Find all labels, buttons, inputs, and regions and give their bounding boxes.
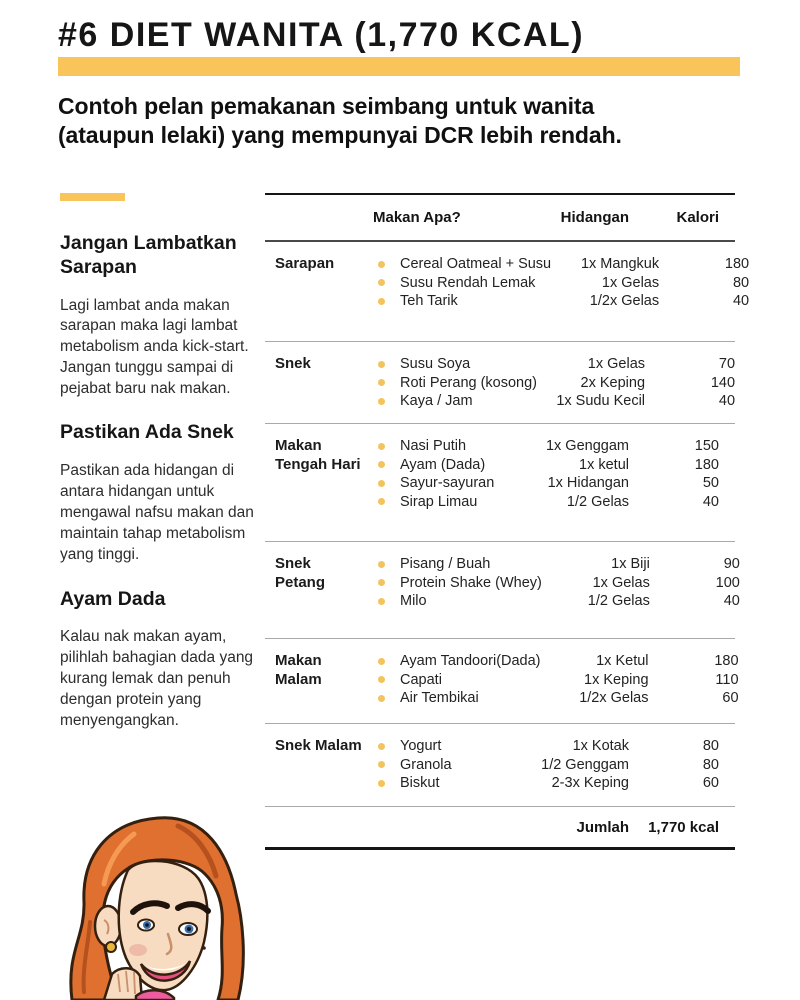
meal-section-makan-tengah-hari [265,424,735,542]
food-calories: 40 [732,293,750,310]
bullet-dot-icon [378,598,385,605]
food-calories: 80 [702,756,719,773]
food-calories: 60 [722,690,739,707]
header-calories: Kalori [676,209,719,226]
food-calories: 180 [714,653,739,670]
food-name: Ayam Tandoori(Dada) [400,653,541,670]
tip-heading-snek: Pastikan Ada Snek [60,421,234,444]
header-serving: Hidangan [560,209,629,226]
food-calories: 70 [718,356,736,373]
food-item-row [365,437,719,456]
page-title: #6 DIET WANITA (1,770 KCAL) [58,16,585,54]
food-name: Roti Perang (kosong) [400,374,538,391]
tip-heading-ayam-dada: Ayam Dada [60,587,166,610]
total-spacer [265,819,365,847]
tip-body-sarapan: Lagi lambat anda makan sarapan maka lagi lambat metabolism anda kick-start. Jangan tunggu sampai di pejabat baru nak makan. [60,296,249,398]
food-serving: 1x Keping [584,671,649,688]
food-name: Susu Rendah Lemak [400,274,536,291]
food-serving: 1x Genggam [545,438,629,455]
food-item-row [365,737,719,756]
food-item-row [365,493,719,512]
food-item-row [365,574,740,593]
meal-label: Sarapan [275,255,335,272]
food-name: Cereal Oatmeal + Susu [400,256,552,273]
food-serving: 1x Hidangan [547,475,629,492]
food-calories: 40 [702,493,719,510]
meal-items [365,437,719,511]
total-row [265,807,735,850]
food-serving: 1/2 Gelas [566,493,629,510]
bullet-dot-icon [378,398,385,405]
bullet-dot-icon [378,379,385,386]
meal-section-makan-malam [265,639,739,724]
bullet-dot-icon [378,443,385,450]
food-serving: 1x Gelas [587,356,646,373]
total-label: Jumlah [576,819,629,836]
food-item-row [365,292,749,311]
food-calories: 60 [702,775,719,792]
food-serving: 1x Kotak [572,738,629,755]
bullet-dot-icon [378,579,385,586]
food-serving: 1/2 Genggam [541,756,629,773]
food-calories: 40 [723,593,740,610]
bullet-dot-icon [378,279,385,286]
bullet-dot-icon [378,261,385,268]
meal-section-snek-malam [265,724,735,807]
food-name: Nasi Putih [400,438,467,455]
bullet-dot-icon [378,695,385,702]
total-spacer-2 [365,819,521,847]
page-subtitle: Contoh pelan pemakanan seimbang untuk wanita (ataupun lelaki) yang mempunyai DCR lebih rendah. [58,93,622,148]
food-item-row [365,255,749,274]
food-calories: 110 [715,671,739,688]
title-accent-bar [58,57,740,76]
bullet-dot-icon [378,561,385,568]
food-name: Biskut [400,775,440,792]
bullet-dot-icon [378,480,385,487]
meal-label: Makan Malam [275,652,322,688]
bullet-dot-icon [378,761,385,768]
food-name: Air Tembikai [400,690,479,707]
food-serving: 1x Gelas [601,274,660,291]
meal-label: Makan Tengah Hari [275,437,361,473]
food-serving: 1/2x Gelas [579,690,649,707]
bullet-dot-icon [378,780,385,787]
food-item-row [365,689,739,708]
food-item-row [365,774,719,793]
food-item-row [365,374,735,393]
food-name: Protein Shake (Whey) [400,574,542,591]
sidebar-accent-bar [60,193,125,201]
food-serving: 1x Gelas [592,574,650,591]
food-serving: 1/2 Gelas [587,593,650,610]
food-calories: 140 [710,374,736,391]
food-name: Pisang / Buah [400,556,491,573]
food-calories: 80 [732,274,750,291]
meal-items [365,255,749,311]
total-value: 1,770 kcal [648,819,719,836]
tip-heading-sarapan: Jangan Lambatkan Sarapan [60,232,237,278]
meal-items [365,555,740,611]
food-name: Yogurt [400,738,442,755]
food-name: Sirap Limau [400,493,478,510]
meal-section-snek [265,342,735,424]
meal-label: Snek Malam [275,737,362,754]
food-name: Capati [400,671,442,688]
food-calories: 180 [694,456,719,473]
meal-label: Snek Petang [275,555,326,591]
meal-items [365,355,735,411]
sidebar-tips [60,193,256,732]
bullet-dot-icon [378,361,385,368]
bullet-dot-icon [378,461,385,468]
meal-label: Snek [275,355,311,372]
food-item-row [365,274,749,293]
food-calories: 40 [718,393,736,410]
food-calories: 150 [694,438,719,455]
food-calories: 100 [715,574,740,591]
food-serving: 2x Keping [580,374,646,391]
food-name: Sayur-sayuran [400,475,495,492]
bullet-dot-icon [378,498,385,505]
food-item-row [365,474,719,493]
food-item-row [365,652,739,671]
food-item-row [365,671,739,690]
tip-body-ayam-dada: Kalau nak makan ayam, pilihlah bahagian dada yang kurang lemak dan penuh dengan protein yang menyengangkan. [60,628,254,730]
food-calories: 180 [724,256,750,273]
tip-body-snek: Pastikan ada hidangan di antara hidangan untuk mengawal nafsu makan dan maintain tahap metabolism yang tinggi. [60,461,254,563]
table-sections [265,242,750,807]
table-header-row [265,195,735,242]
food-item-row [365,756,719,775]
food-serving: 1x Mangkuk [580,256,660,273]
food-serving: 1x Sudu Kecil [556,393,646,410]
meal-section-snek-petang [265,542,740,639]
diet-table [265,193,750,850]
food-calories: 90 [723,556,740,573]
food-serving: 1/2x Gelas [589,293,660,310]
bullet-dot-icon [378,676,385,683]
food-calories: 50 [702,475,719,492]
food-serving: 1x Biji [611,556,650,573]
food-serving: 1x ketul [579,456,629,473]
food-item-row [365,555,740,574]
food-name: Kaya / Jam [400,393,473,410]
header-what: Makan Apa? [373,209,461,226]
food-name: Milo [400,593,427,610]
bullet-dot-icon [378,298,385,305]
food-serving: 1x Ketul [596,653,649,670]
food-calories: 80 [702,738,719,755]
food-item-row [365,355,735,374]
food-name: Susu Soya [400,356,471,373]
meal-items [365,652,739,708]
food-name: Ayam (Dada) [400,456,486,473]
meal-section-sarapan [265,242,750,342]
meal-items [365,737,719,793]
food-name: Teh Tarik [400,293,458,310]
food-item-row [365,392,735,411]
food-name: Granola [400,756,452,773]
food-item-row [365,592,740,611]
food-serving: 2-3x Keping [551,775,629,792]
bullet-dot-icon [378,658,385,665]
food-item-row [365,456,719,475]
bullet-dot-icon [378,743,385,750]
